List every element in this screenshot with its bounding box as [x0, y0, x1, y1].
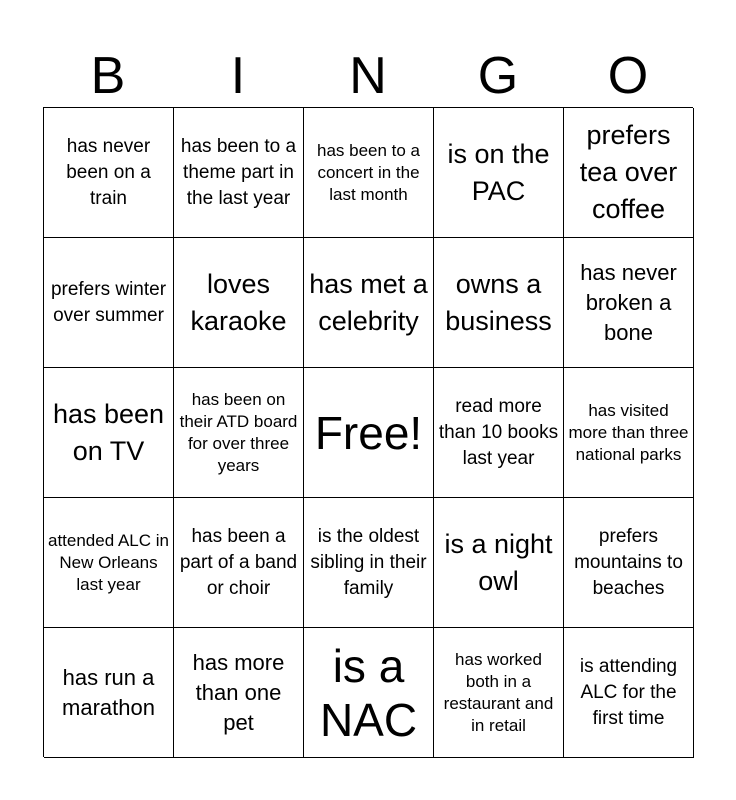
bingo-cell-r4-c4[interactable] — [434, 498, 564, 628]
bingo-cell-r3-c4[interactable] — [434, 368, 564, 498]
cell-text: has met a celebrity — [309, 268, 428, 336]
bingo-cell-r4-c1[interactable] — [44, 498, 174, 628]
cell-text: has visited more than three national parks — [568, 400, 689, 464]
bingo-header — [43, 44, 693, 108]
bingo-cell-r1-c2[interactable] — [174, 108, 304, 238]
header-letter-n: N — [349, 47, 387, 105]
bingo-grid — [43, 107, 693, 757]
bingo-cell-r1-c5[interactable] — [564, 108, 694, 238]
bingo-cell-r4-c2[interactable] — [174, 498, 304, 628]
bingo-cell-r5-c4[interactable] — [434, 628, 564, 758]
bingo-cell-r2-c1[interactable] — [44, 238, 174, 368]
header-letter-i: I — [230, 47, 246, 105]
cell-text: is a night owl — [444, 528, 553, 596]
bingo-cell-r3-c1[interactable] — [44, 368, 174, 498]
bingo-cell-r2-c3[interactable] — [304, 238, 434, 368]
cell-text: owns a business — [445, 268, 552, 336]
cell-text: is attending ALC for the first time — [579, 655, 678, 729]
cell-text: attended ALC in New Orleans last year — [48, 530, 169, 594]
bingo-cell-r3-c3[interactable] — [304, 368, 434, 498]
cell-text: is a NAC — [319, 639, 418, 746]
bingo-cell-r4-c3[interactable] — [304, 498, 434, 628]
cell-text: has been to a concert in the last month — [316, 140, 421, 204]
cell-text: has been to a theme part in the last year — [180, 135, 297, 209]
cell-text: is the oldest sibling in their family — [310, 525, 427, 599]
bingo-cell-r4-c5[interactable] — [564, 498, 694, 628]
cell-text: prefers mountains to beaches — [574, 525, 683, 599]
cell-text: has been on TV — [52, 398, 165, 466]
bingo-cell-r2-c5[interactable] — [564, 238, 694, 368]
bingo-cell-r3-c5[interactable] — [564, 368, 694, 498]
header-letter-g: G — [477, 47, 519, 105]
bingo-cell-r3-c2[interactable] — [174, 368, 304, 498]
bingo-cell-r2-c2[interactable] — [174, 238, 304, 368]
cell-text: has been a part of a band or choir — [179, 525, 298, 599]
bingo-cell-r5-c3[interactable] — [304, 628, 434, 758]
cell-text: has run a marathon — [62, 664, 155, 720]
bingo-cell-r2-c4[interactable] — [434, 238, 564, 368]
cell-text: has never been on a train — [66, 135, 151, 209]
header-letter-o: O — [607, 47, 649, 105]
bingo-cell-r5-c2[interactable] — [174, 628, 304, 758]
cell-text: is on the PAC — [447, 138, 550, 206]
cell-text: Free! — [314, 406, 423, 459]
cell-text: prefers tea over coffee — [579, 120, 678, 224]
bingo-cell-r5-c1[interactable] — [44, 628, 174, 758]
cell-text: has never broken a bone — [580, 259, 677, 345]
bingo-cell-r1-c3[interactable] — [304, 108, 434, 238]
bingo-cell-r1-c4[interactable] — [434, 108, 564, 238]
cell-text: prefers winter over summer — [50, 278, 167, 326]
bingo-cell-r1-c1[interactable] — [44, 108, 174, 238]
cell-text: read more than 10 books last year — [438, 395, 559, 469]
cell-text: has more than one pet — [192, 649, 285, 735]
cell-text: has worked both in a restaurant and in retail — [443, 649, 554, 735]
header-letter-b: B — [90, 47, 126, 105]
bingo-cell-r5-c5[interactable] — [564, 628, 694, 758]
cell-text: has been on their ATD board for over three years — [179, 389, 298, 475]
cell-text: loves karaoke — [190, 268, 287, 336]
